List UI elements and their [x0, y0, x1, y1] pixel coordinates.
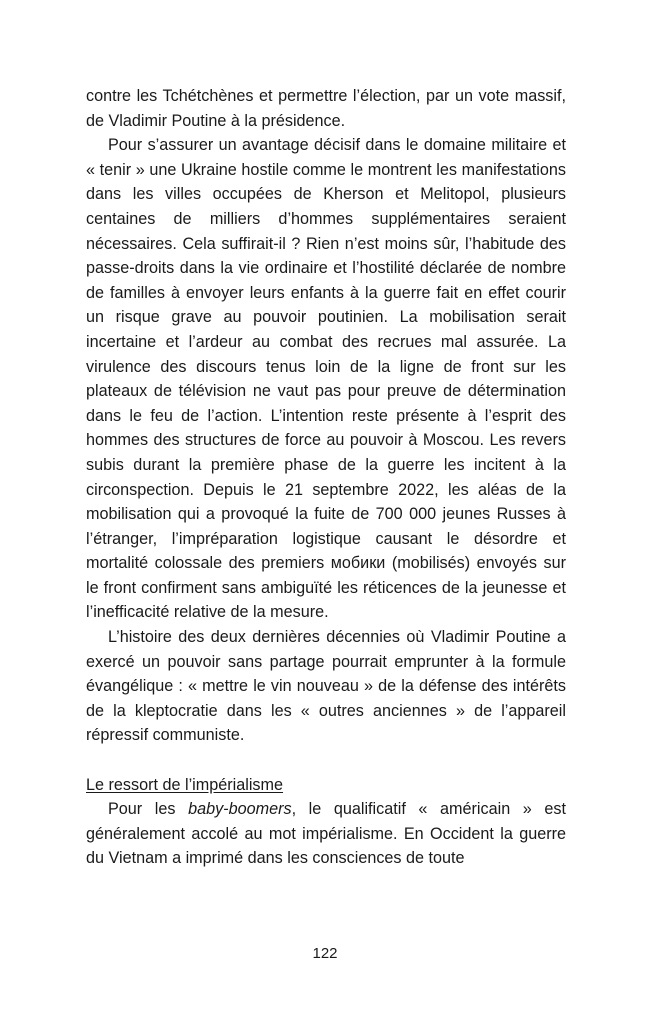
paragraph-4-start: Pour les: [108, 800, 189, 819]
paragraph-4-emphasis: baby-boomers: [188, 800, 292, 819]
section-heading: Le ressort de l’impérialisme: [86, 775, 284, 794]
page-body: [86, 84, 566, 871]
paragraph-4-rest: , le qualificatif « américain » est généralement accolé au mot impérialisme. En Occident la guerre du Vietnam a imprimé dans les consciences de toute: [86, 800, 566, 868]
paragraph-3: L’histoire des deux dernières décennies où Vladimir Poutine a exercé un pouvoir sans partage pourrait emprunter à la formule évangélique : « mettre le vin nouveau » de la défense des intérêts de la kleptocratie dans les « outres anciennes » de l’appareil répressif communiste.: [86, 628, 566, 745]
paragraph-1: contre les Tchétchènes et permettre l’élection, par un vote massif, de Vladimir Poutine à la présidence.: [86, 87, 566, 130]
section-spacer: [86, 748, 566, 773]
paragraph-4: [86, 797, 566, 871]
page-number: 122: [312, 945, 338, 962]
paragraph-2: Pour s’assurer un avantage décisif dans le domaine militaire et « tenir » une Ukraine hostile comme le montrent les manifestations dans les villes occupées de Kherson et Melitopol, plusieurs centaines de milliers d’hommes supplémentaires seraient nécessaires. Cela suffirait-il ? Rien n’est moins sûr, l’habitude des passe-droits dans la vie ordinaire et l’hostilité déclarée de nombre de familles à envoyer leurs enfants à la guerre fait en effet courir un risque grave au pouvoir poutinien. La mobilisation serait incertaine et l’ardeur au combat des recrues mal assurée. La virulence des discours tenus loin de la ligne de front sur les plateaux de télévision ne vaut pas pour preuve de détermination dans le feu de l’action. L’intention reste présente à l’esprit des hommes des structures de force au pouvoir à Moscou. Les revers subis durant la première phase de la guerre les incitent à la circonspection. Depuis le 21 septembre 2022, les aléas de la mobilisation qui a provoqué la fuite de 700 000 jeunes Russes à l’étranger, l’impréparation logistique causant le désordre et mortalité colossale des premiers мобики (mobilisés) envoyés sur le front confirment sans ambiguïté les réticences de la jeunesse et l’inefficacité relative de la mesure.: [86, 136, 566, 622]
